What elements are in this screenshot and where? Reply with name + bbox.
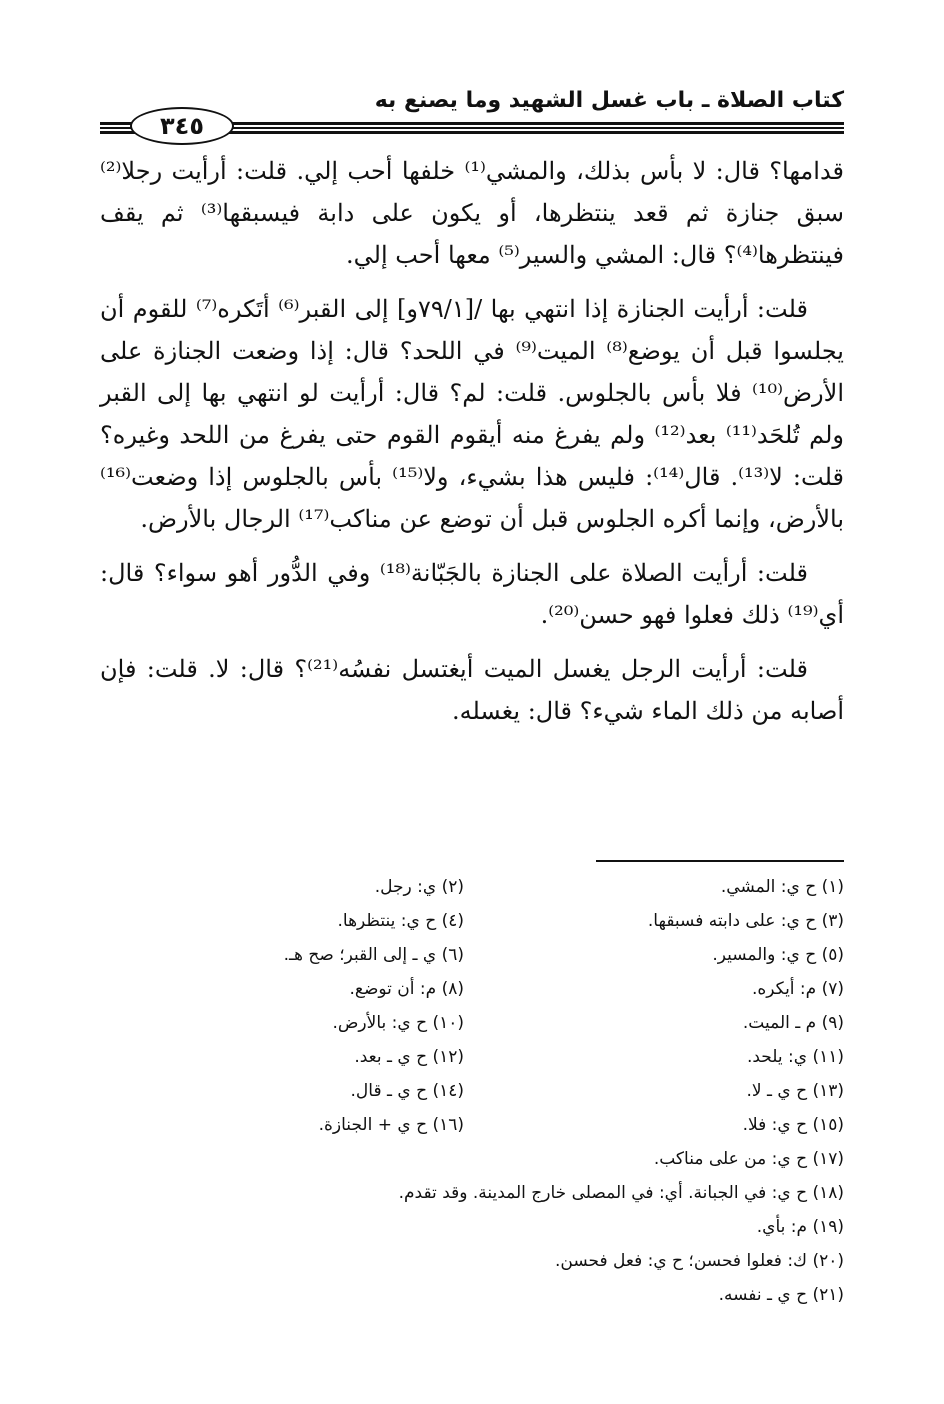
footnote-20: (٢٠) ك: فعلوا فحسن؛ ح ي: فعل فحسن. (555, 1251, 844, 1271)
footnote-11: (١١) ي: يلحد. (746, 1047, 844, 1067)
footnote-15: (١٥) ح ي: فلا. (742, 1115, 844, 1135)
footnote-3: (٣) ح ي: على دابته فسبقها. (647, 911, 844, 931)
paragraph-3: قلت: أرأيت الصلاة على الجنازة بالجَبّانة⁽¹⁸⁾ وفي الدُّور أهو سواء؟ قال: أي⁽¹⁹⁾ ذلك فعلوا فهو حسن⁽²⁰⁾. (100, 559, 844, 629)
footnote-separator (596, 860, 844, 862)
footnote-2: (٢) ي: رجل. (374, 877, 464, 897)
footnote-16: (١٦) ح ي + الجنازة. (318, 1115, 464, 1135)
page-number: ٣٤٥ (130, 107, 234, 145)
footnote-4: (٤) ح ي: ينتظرها. (337, 911, 464, 931)
footnote-14: (١٤) ح ي ـ قال. (350, 1081, 464, 1101)
footnote-1: (١) ح ي: المشي. (720, 877, 844, 897)
footnotes-two-column (100, 870, 844, 1142)
footnote-17: (١٧) ح ي: من على مناكب. (653, 1149, 844, 1169)
footnote-10: (١٠) ح ي: بالأرض. (332, 1013, 464, 1033)
paragraph-1: قدامها؟ قال: لا بأس بذلك، والمشي⁽¹⁾ خلفها أحب إلي. قلت: أرأيت رجلا⁽²⁾ سبق جنازة ثم قعد ينتظرها، أو يكون على دابة فيسبقها⁽³⁾ ثم يقف فينتظرها⁽⁴⁾؟ قال: المشي والسير⁽⁵⁾ معها أحب إلي. (100, 157, 845, 269)
footnote-18: (١٨) ح ي: في الجبانة. أي: في المصلى خارج المدينة. وقد تقدم. (398, 1183, 844, 1203)
footnote-7: (٧) م: أيكره. (751, 979, 844, 999)
footnotes (100, 870, 844, 1312)
footnote-21: (٢١) ح ي ـ نفسه. (718, 1285, 844, 1305)
footnote-8: (٨) م: أن توضع. (349, 979, 464, 999)
footnote-19: (١٩) م: بأي. (756, 1217, 844, 1237)
main-text (100, 150, 844, 744)
footnote-12: (١٢) ح ي ـ بعد. (354, 1047, 464, 1067)
footnote-9: (٩) م ـ الميت. (742, 1013, 844, 1033)
chapter-title: كتاب الصلاة ـ باب غسل الشهيد وما يصنع به (374, 88, 844, 113)
footnote-13: (١٣) ح ي ـ لا. (746, 1081, 844, 1101)
paragraph-2: قلت: أرأيت الجنازة إذا انتهي بها /[٧٩/١و] إلى القبر⁽⁶⁾ أتَكره⁽⁷⁾ للقوم أن يجلسوا قبل أن يوضع⁽⁸⁾ الميت⁽⁹⁾ في اللحد؟ قال: إذا وضعت الجنازة على الأرض⁽¹⁰⁾ فلا بأس بالجلوس. قلت: لم؟ قال: أرأيت لو انتهي بها إلى القبر ولم تُلحَد⁽¹¹⁾ بعد⁽¹²⁾ ولم يفرغ منه أيقوم القوم حتى يفرغ من اللحد وغيره؟ قلت: لا⁽¹³⁾. قال⁽¹⁴⁾: فليس هذا بشيء، ولا⁽¹⁵⁾ بأس بالجلوس إذا وضعت⁽¹⁶⁾ بالأرض، وإنما أكره الجلوس قبل أن توضع عن مناكب⁽¹⁷⁾ الرجال بالأرض. (100, 295, 844, 533)
paragraph-4: قلت: أرأيت الرجل يغسل الميت أيغتسل نفسُه⁽²¹⁾؟ قال: لا. قلت: فإن أصابه من ذلك الماء شيء؟ قال: يغسله. (100, 655, 844, 725)
footnote-6: (٦) ي ـ إلى القبر؛ صح هـ. (283, 945, 464, 965)
footnote-5: (٥) ح ي: والمسير. (712, 945, 844, 965)
